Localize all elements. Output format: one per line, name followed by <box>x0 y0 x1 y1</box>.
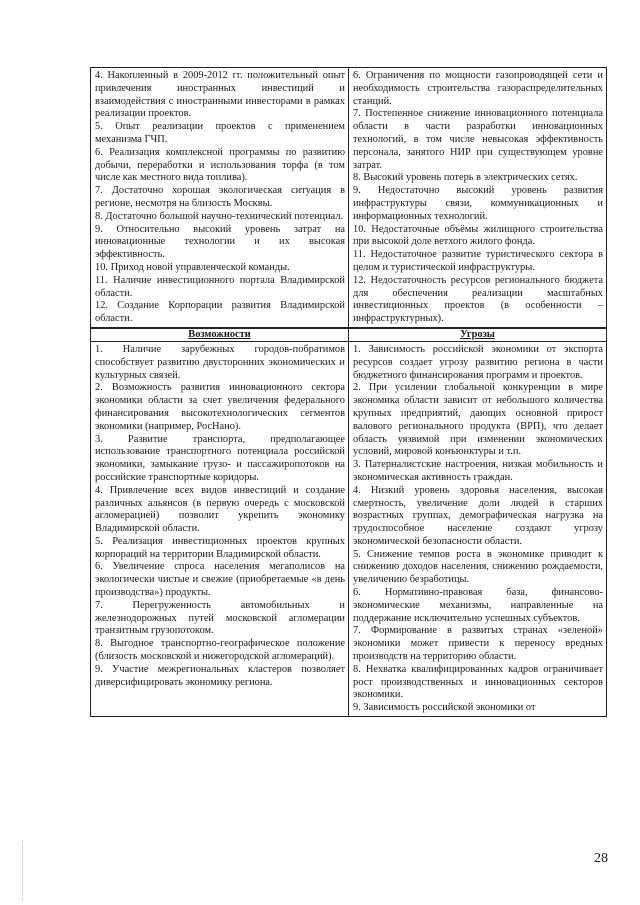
threats-cell <box>349 341 607 716</box>
weakness-item: 12. Недостаточность ресурсов регионального бюджета для обеспечения реализации масштабных инвестиционных проектов (в особенности – инфраструктурных). <box>353 274 603 325</box>
opportunities-cell <box>91 341 349 716</box>
scan-margin-mark <box>22 840 26 900</box>
weakness-item: 6. Ограничения по мощности газопроводящей сети и необходимость строительства газораспределительных станций. <box>353 70 603 107</box>
strength-item: 4. Накопленный в 2009-2012 гг. положительный опыт привлечения иностранных инвестиций и взаимодействия с иностранными инвесторами в рамках реализации проектов. <box>95 70 345 120</box>
page-number: 28 <box>594 851 608 866</box>
opportunity-item: 3. Развитие транспорта, предполагающее использование транспортного потенциала российской экономики, замыкание грузо- и пассажиропотоков на российские транспортные коридоры. <box>95 433 345 483</box>
swot-table <box>90 67 607 717</box>
opportunity-item: 8. Выгодное транспортно-географическое положение (близость московской и нижегородской агломераций). <box>95 638 345 663</box>
opportunity-item: 2. Возможность развития инновационного сектора экономики области за счет увеличения федерального финансирования высокотехнологических сегментов экономики (например, РосНано). <box>95 382 345 432</box>
opportunity-item: 4. Привлечение всех видов инвестиций и создание различных альянсов (в первую очередь с московской агломерацией) позволит укрепить экономику Владимирской области. <box>95 484 345 535</box>
opportunity-item: 5. Реализация инвестиционных проектов крупных корпораций на территории Владимирской области. <box>95 535 345 560</box>
threat-item: 6. Нормативно-правовая база, финансово-экономические механизмы, направленные на поддержание исключительно успешных субъектов. <box>353 587 603 624</box>
threat-item: 8. Нехватка квалифицированных кадров ограничивает рост производственных и инновационных секторов экономики. <box>353 663 603 701</box>
opportunity-item: 9. Участие межрегиональных кластеров позволяет диверсифицировать экономику региона. <box>95 663 345 688</box>
strengths-weaknesses-row <box>91 68 607 328</box>
strengths-cell <box>91 68 349 328</box>
opportunities-threats-row <box>91 341 607 716</box>
strength-item: 11. Наличие инвестиционного портала Владимирской области. <box>95 274 345 299</box>
threat-item: 5. Снижение темпов роста в экономике приводит к снижению доходов населения, снижению рождаемости, увеличению безработицы. <box>353 548 603 586</box>
opportunity-item: 1. Наличие зарубежных городов-побратимов способствует развитию двусторонних экономических и культурных связей. <box>95 343 345 381</box>
strength-item: 5. Опыт реализации проектов с применением механизма ГЧП. <box>95 121 345 145</box>
threat-item: 4. Низкий уровень здоровья населения, высокая смертность, увеличение доли людей в старших возрастных группах, демографическая нагрузка на трудоспособное население создают угрозу экономической безопасности области. <box>353 484 603 547</box>
threats-heading: Угрозы <box>349 328 607 342</box>
strength-item: 7. Достаточно хорошая экологическая ситуация в регионе, несмотря на близость Москвы. <box>95 185 345 209</box>
threat-item: 3. Патерналистские настроения, низкая мобильность и экономическая активность граждан. <box>353 459 603 483</box>
opportunities-heading: Возможности <box>91 328 349 342</box>
threat-item: 2. При усилении глобальной конкуренции в мире экономика области зависит от небольшого количества крупных предприятий, дающих основной прирост валового регионального продукта (ВРП), что делает область уязвимой при изменении экономических условий, мировой конъюнктуры и т.п. <box>353 382 603 458</box>
weakness-item: 8. Высокий уровень потерь в электрических сетях. <box>353 172 578 184</box>
threat-item: 9. Зависимость российской экономики от <box>353 702 536 714</box>
opportunity-item: 6. Увеличение спроса населения мегаполисов на экологически чистые и свежие (приобретаемые «в день производства») продукты. <box>95 561 345 599</box>
strength-item: 6. Реализация комплексной программы по развитию добычи, переработки и использования торфа (в том числе как местного вида топлива). <box>95 146 345 184</box>
weakness-item: 9. Недостаточно высокий уровень развития инфраструктуры связи, коммуникационных и информационных технологий. <box>353 185 603 222</box>
opportunity-item: 7. Перегруженность автомобильных и железнодорожных путей московской агломерации транзитным грузопотоком. <box>95 599 345 637</box>
weakness-item: 11. Недостаточное развитие туристического сектора в целом и туристической инфраструктуры. <box>353 249 603 273</box>
strength-item: 8. Достаточно большой научно-технический потенциал. <box>95 210 344 222</box>
threat-item: 7. Формирование в развитых странах «зеленой» экономики может привести к переносу вредных производств на территорию области. <box>353 625 603 663</box>
strength-item: 10. Приход новой управленческой команды. <box>95 261 290 273</box>
strength-item: 9. Относительно высокий уровень затрат на инновационные технологии и их высокая эффективность. <box>95 223 345 261</box>
section-header-row <box>91 328 607 342</box>
weakness-item: 10. Недостаточные объёмы жилищного строительства при высокой доле ветхого жилого фонда. <box>353 223 603 248</box>
threat-item: 1. Зависимость российской экономики от экспорта ресурсов создает угрозу развитию региона в части бюджетного финансирования программ и проектов. <box>353 343 603 381</box>
weaknesses-cell <box>349 68 607 328</box>
weakness-item: 7. Постепенное снижение инновационного потенциала области в части разработки инновационных технологий, в том числе невысокая эффективность персонала, занятого НИР при существующем уровне затрат. <box>353 108 603 171</box>
strength-item: 12. Создание Корпорации развития Владимирской области. <box>95 300 345 325</box>
